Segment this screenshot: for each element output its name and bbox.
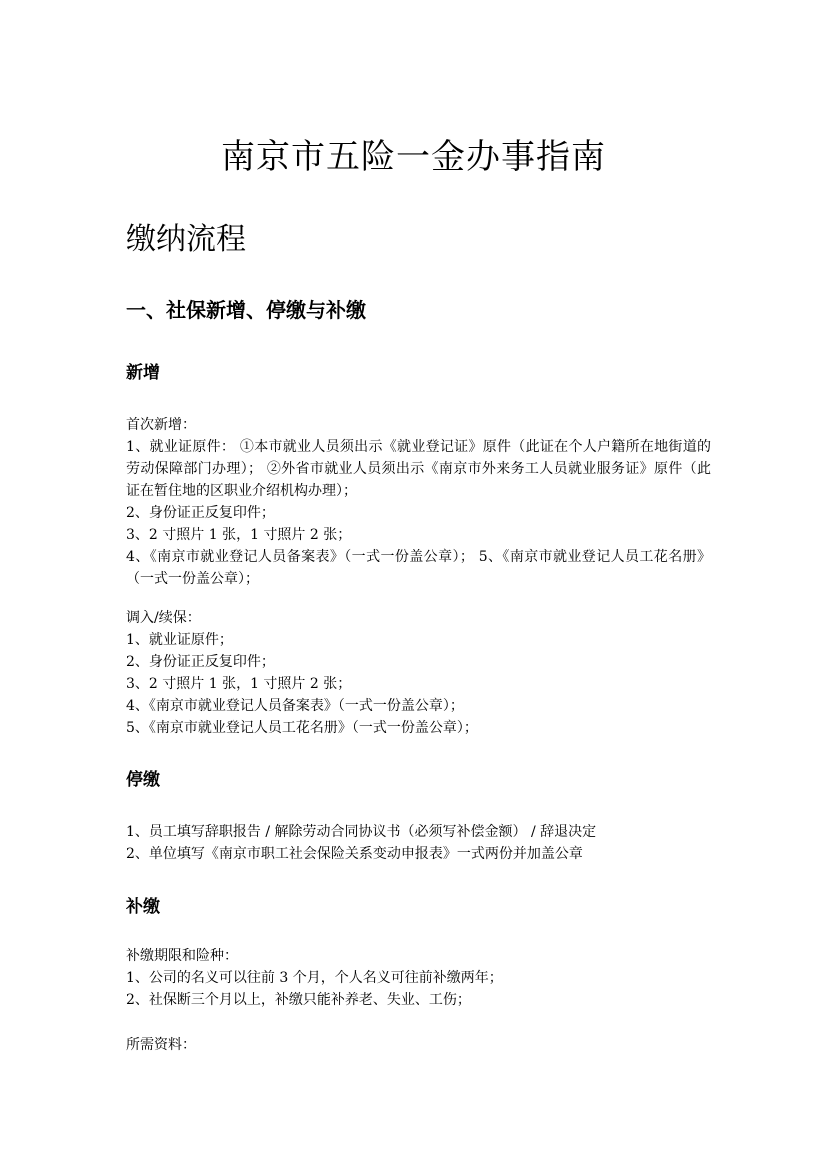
transfer-enrollment-item: 4、《南京市就业登记人员备案表》（一式一份盖公章）； — [126, 698, 464, 714]
first-enrollment-item: 1、就业证原件： ①本市就业人员须出示《就业登记证》原件（此证在个人户籍所在地街道的劳动保障部门办理）； ②外省市就业人员须出示《南京市外来务工人员就业服务证》原件（此证在暂住地的区职业介绍机构办理）； — [126, 439, 711, 499]
first-enrollment-label: 首次新增： — [126, 417, 196, 433]
back-payment-period-item: 2、社保断三个月以上，补缴只能补养老、失业、工伤； — [126, 992, 471, 1008]
document-title: 南京市五险一金办事指南 — [221, 137, 606, 177]
back-payment-materials-label: 所需资料： — [126, 1037, 196, 1053]
stop-payment-block — [126, 821, 711, 865]
heading-back-payment: 补缴 — [126, 897, 160, 917]
heading-stop-payment: 停缴 — [126, 770, 160, 790]
first-enrollment-item: 3、2 寸照片 1 张，1 寸照片 2 张； — [126, 527, 352, 543]
section-heading-payment-process: 缴纳流程 — [126, 222, 246, 257]
transfer-enrollment-item: 3、2 寸照片 1 张，1 寸照片 2 张； — [126, 676, 352, 692]
transfer-enrollment-item: 1、就业证原件； — [126, 632, 233, 648]
back-payment-period-item: 1、公司的名义可以往前 3 个月，个人名义可往前补缴两年； — [126, 970, 503, 986]
first-enrollment-item: 4、《南京市就业登记人员备案表》（一式一份盖公章）； 5、《南京市就业登记人员工花名册》（一式一份盖公章）； — [126, 549, 711, 587]
transfer-enrollment-label: 调入/续保： — [126, 610, 201, 626]
back-payment-materials-block — [126, 1034, 711, 1056]
stop-payment-item: 2、单位填写《南京市职工社会保险关系变动申报表》一式两份并加盖公章 — [126, 846, 583, 862]
transfer-enrollment-item: 5、《南京市就业登记人员工花名册》（一式一份盖公章）； — [126, 720, 478, 736]
transfer-enrollment-block — [126, 607, 711, 739]
back-payment-block — [126, 945, 711, 1011]
stop-payment-item: 1、员工填写辞职报告 / 解除劳动合同协议书（必须写补偿金额） / 辞退决定 — [126, 824, 597, 840]
first-enrollment-block — [126, 414, 711, 590]
heading-new-enrollment: 新增 — [126, 363, 160, 383]
first-enrollment-item: 2、身份证正反复印件； — [126, 505, 275, 521]
back-payment-period-label: 补缴期限和险种： — [126, 948, 238, 964]
transfer-enrollment-item: 2、身份证正反复印件； — [126, 654, 275, 670]
subsection-heading-social-security: 一、社保新增、停缴与补缴 — [126, 298, 366, 322]
